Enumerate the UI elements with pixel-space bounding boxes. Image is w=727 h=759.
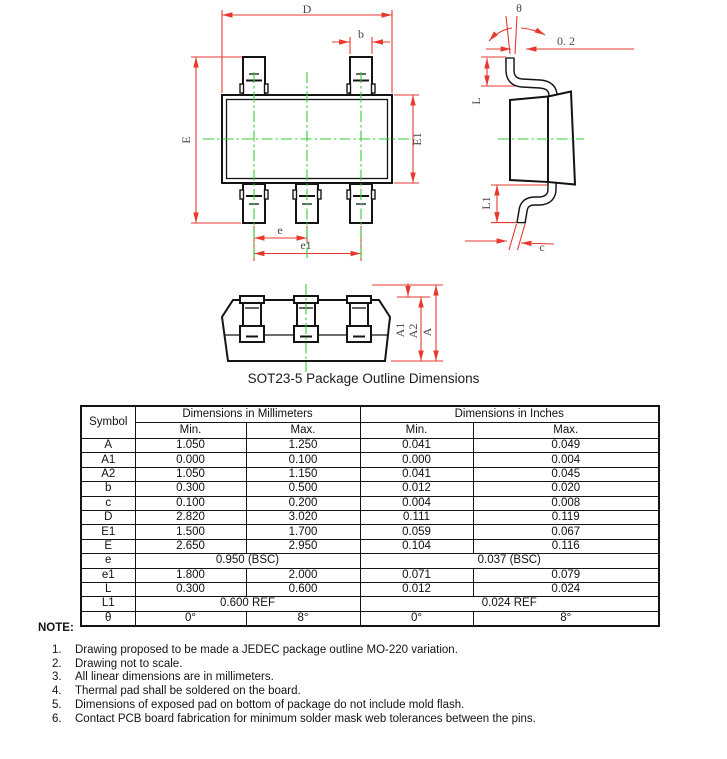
note-item: 4. Thermal pad shall be soldered on the board. [52, 685, 301, 698]
table-row: A 1.050 1.250 0.041 0.049 [81, 439, 659, 453]
table-row: L1 0.600 REF 0.024 REF [81, 597, 659, 611]
table-row: c 0.100 0.200 0.004 0.008 [81, 496, 659, 510]
dim-label-L1: L1 [479, 196, 493, 210]
col-header-inches: Dimensions in Inches [360, 406, 659, 423]
side-view [465, 1, 634, 254]
table-row: L 0.300 0.600 0.012 0.024 [81, 582, 659, 596]
note-item: 1. Drawing proposed to be made a JEDEC package outline MO-220 variation. [52, 644, 458, 656]
table-row: E 2.650 2.950 0.104 0.116 [81, 539, 659, 553]
notes-section [38, 622, 698, 726]
table-row: b 0.300 0.500 0.012 0.020 [81, 482, 659, 496]
table-row: A1 0.000 0.100 0.000 0.004 [81, 453, 659, 467]
col-header-in-min: Min. [360, 423, 473, 439]
notes-heading: NOTE: [38, 622, 74, 634]
col-header-symbol: Symbol [81, 406, 135, 439]
note-item: 3. All linear dimensions are in millimeters. [52, 671, 274, 684]
drawing-title: SOT23-5 Package Outline Dimensions [247, 371, 480, 386]
dim-label-E: E [179, 136, 193, 144]
dim-label-A1: A1 [393, 322, 407, 338]
dim-label-tip: 0. 2 [557, 34, 575, 48]
dim-label-D: D [302, 2, 312, 16]
front-view [222, 283, 443, 372]
table-row: e1 1.800 2.000 0.071 0.079 [81, 568, 659, 582]
dim-label-c: c [539, 240, 545, 254]
front-pin-3 [347, 296, 371, 342]
note-item: 2. Drawing not to scale. [52, 657, 183, 670]
col-header-mm: Dimensions in Millimeters [135, 406, 360, 423]
dim-label-A: A [420, 327, 434, 337]
dim-label-theta: θ [516, 1, 522, 15]
col-header-in-max: Max. [473, 423, 659, 439]
col-header-mm-min: Min. [135, 423, 246, 439]
dim-label-E1: E1 [410, 132, 424, 146]
table-row: D 2.820 3.020 0.111 0.119 [81, 510, 659, 524]
dim-label-A2: A2 [406, 323, 420, 339]
bottom-lead [517, 182, 552, 223]
table-row: E1 1.500 1.700 0.059 0.067 [81, 525, 659, 539]
dimensions-table [80, 405, 660, 627]
table-header-row [81, 406, 659, 423]
front-pin-1 [240, 296, 264, 342]
table-row: e 0.950 (BSC) 0.037 (BSC) [81, 554, 659, 568]
top-lead [506, 58, 553, 100]
top-view [179, 2, 424, 261]
note-item: 6. Contact PCB board fabrication for minimum solder mask web tolerances between the pins. [52, 712, 536, 725]
table-row: θ 0° 8° 0° 8° [81, 611, 659, 626]
table-row: A2 1.050 1.150 0.041 0.045 [81, 467, 659, 481]
dim-label-e: e [277, 223, 283, 237]
col-header-mm-max: Max. [246, 423, 360, 439]
dim-label-e1: e1 [300, 238, 312, 252]
table-subheader-row [81, 423, 659, 439]
note-item: 5. Dimensions of exposed pad on bottom of package do not include mold flash. [52, 698, 465, 711]
dim-label-b: b [358, 27, 364, 41]
dim-label-L: L [469, 97, 483, 105]
